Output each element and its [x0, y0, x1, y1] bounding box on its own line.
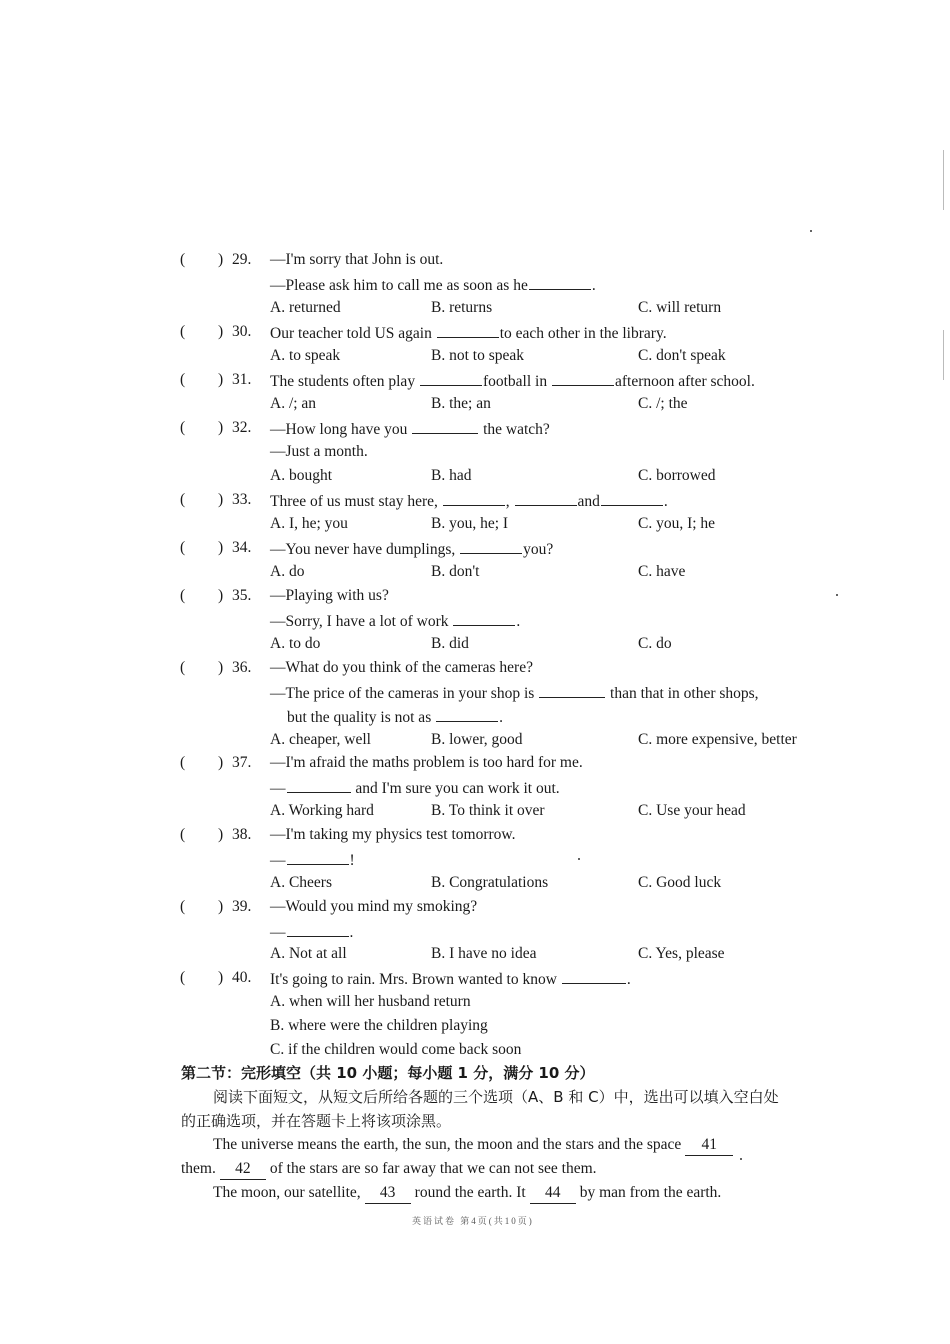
scan-speck: [836, 594, 838, 596]
option-c: C. have: [638, 563, 686, 580]
option-c: C. don't speak: [638, 347, 726, 364]
option-a: A. to do: [270, 635, 321, 652]
scan-speck: [810, 230, 812, 232]
answer-blank: [601, 490, 663, 506]
option-b: B. I have no idea: [431, 945, 537, 962]
option-a: A. to speak: [270, 347, 341, 364]
option-c: C. do: [638, 635, 672, 652]
answer-blank: [287, 849, 349, 865]
answer-blank: [412, 418, 478, 434]
question-36-line-3: but the quality is not as .: [287, 706, 503, 728]
question-number: 30.: [232, 323, 252, 340]
cloze-blank-44: 44: [530, 1183, 576, 1204]
option-b: B. not to speak: [431, 347, 524, 364]
option-c: C. if the children would come back soon: [270, 1041, 522, 1058]
question-number: 36.: [232, 659, 252, 676]
option-b: B. you, he; I: [431, 515, 509, 532]
option-a: A. cheaper, well: [270, 731, 371, 748]
question-number: 29.: [232, 251, 252, 268]
scan-speck: [578, 858, 580, 860]
question-number: 35.: [232, 587, 252, 604]
cloze-blank-42: 42: [220, 1159, 266, 1180]
question-number: 32.: [232, 419, 252, 436]
option-b: B. don't: [431, 563, 480, 580]
question-stem: —You never have dumplings, you?: [270, 538, 553, 560]
option-c: C. more expensive, better: [638, 731, 797, 748]
option-b: B. returns: [431, 299, 493, 316]
instruction-line-2: 的正确选项，并在答题卡上将该项涂黑。: [181, 1112, 452, 1130]
option-b: B. had: [431, 467, 472, 484]
option-a: A. Working hard: [270, 802, 374, 819]
question-number: 31.: [232, 371, 252, 388]
answer-blank: [437, 322, 499, 338]
page-footer: 英语试卷 第4页(共10页): [412, 1216, 534, 1226]
option-c: C. you, I; he: [638, 515, 716, 532]
answer-blank: [529, 274, 591, 290]
question-36-line-2: —The price of the cameras in your shop is than that in other shops,: [270, 682, 759, 704]
question-stem: It's going to rain. Mrs. Brown wanted to know .: [270, 968, 631, 990]
answer-blank: [453, 610, 515, 626]
question-stem: Our teacher told US again to each other in the library.: [270, 322, 667, 344]
option-b: B. To think it over: [431, 802, 545, 819]
question-number: 38.: [232, 826, 252, 843]
scan-edge-mark: [943, 150, 944, 210]
question-35-line-2: —Sorry, I have a lot of work .: [270, 610, 520, 632]
option-c: C. Good luck: [638, 874, 722, 891]
option-a: A. Cheers: [270, 874, 332, 891]
passage-line-3: The moon, our satellite, 43 round the earth. It 44 by man from the earth.: [213, 1183, 721, 1204]
question-number: 37.: [232, 754, 252, 771]
option-b: B. lower, good: [431, 731, 523, 748]
option-a: A. returned: [270, 299, 341, 316]
question-stem: —Playing with us?: [270, 587, 389, 604]
question-29-line-2: —Please ask him to call me as soon as he .: [270, 274, 596, 296]
option-a: A. Not at all: [270, 945, 347, 962]
answer-blank: [552, 370, 614, 386]
answer-blank: [287, 921, 349, 937]
answer-blank: [287, 777, 351, 793]
question-number: 39.: [232, 898, 252, 915]
option-b: B. where were the children playing: [270, 1017, 488, 1034]
option-b: B. the; an: [431, 395, 491, 412]
question-stem: —I'm afraid the maths problem is too hard for me.: [270, 754, 583, 771]
option-b: B. Congratulations: [431, 874, 549, 891]
option-c: C. borrowed: [638, 467, 716, 484]
answer-blank: [562, 968, 626, 984]
answer-blank: [420, 370, 482, 386]
exam-page: ( ) 29. —I'm sorry that John is out. —Please ask him to call me as soon as he . A. returned B. returns C. will return ( ) 30. Our teacher told US again to each other in the library. A. to speak B. not to speak C. don't speak ( ) 31. The students often play football in afternoon after school. A. /; an B. the; an C. /; the ( ) 32. —How long have you the watch? —Just a month. A. bought B. had C. borrowed ( ) 33. Three of us must stay here, , and . A. I, he; you B. you, he; I C. you, I; he ( ) 34. —You never have dumplings, you? A. do B. don't C. have ( ) 35. —Playing with us? —Sorry, I have a lot of work . A. to do B. did C. do ( ) 36. —What do you think of the cameras here? —The price of the cameras in your shop is than that in other shops, but the quality is not as . A. cheaper, well B. lower, good C. more expensive, better ( ) 37. —I'm afraid the maths problem is too hard for me. — and I'm sure you can work it out. A. Working hard B. To think it over C. Use your head ( ) 38. —I'm taking my physics test tomorrow. — ! A. Cheers B. Congratulations C. Good luck ( ) 39. —Would you mind my smoking? — . A. Not at all B. I have no idea C. Yes, please ( ) 40. It's going to rain. Mrs. Brown wanted to know . A. when will her husband return B. where were the children playing C. if the children would come back soon 第二节：完形填空（共 10 小题；每小题 1 分，满分 10 分） 阅读下面短文，从短文后所给各题的三个选项（A、B 和 C）中，选出可以填入空白处 的正确选项，并在答题卡上将该项涂黑。 The universe means the earth, the sun, the moon and the stars and the space 41 them. 42 of the stars are so far away that we can not see them. The moon, our satellite, 43 round the earth. It 44 by man from the earth. 英语试卷 第4页(共10页): [0, 0, 950, 1344]
question-stem: —How long have you the watch?: [270, 418, 550, 440]
question-39-line-2: — .: [270, 921, 353, 943]
cloze-blank-43: 43: [365, 1183, 411, 1204]
option-a: A. bought: [270, 467, 332, 484]
question-stem: —Would you mind my smoking?: [270, 898, 478, 915]
question-stem: Three of us must stay here, , and .: [270, 490, 668, 512]
question-number: 34.: [232, 539, 252, 556]
passage-line-1: The universe means the earth, the sun, the moon and the stars and the space 41: [213, 1135, 737, 1156]
answer-blank: [436, 706, 498, 722]
question-38-line-2: — !: [270, 849, 355, 871]
answer-blank: [539, 682, 605, 698]
answer-blank: [515, 490, 577, 506]
option-c: C. /; the: [638, 395, 688, 412]
option-b: B. did: [431, 635, 469, 652]
question-37-line-2: — and I'm sure you can work it out.: [270, 777, 560, 799]
section-heading: 第二节：完形填空（共 10 小题；每小题 1 分，满分 10 分）: [181, 1064, 595, 1082]
question-line: —I'm sorry that John is out.: [270, 251, 444, 268]
question-stem: The students often play football in afternoon after school.: [270, 370, 755, 392]
cloze-blank-41: 41: [685, 1135, 733, 1156]
option-a: A. I, he; you: [270, 515, 348, 532]
answer-blank: [460, 538, 522, 554]
question-stem: —What do you think of the cameras here?: [270, 659, 533, 676]
option-a: A. do: [270, 563, 305, 580]
passage-line-2: them. 42 of the stars are so far away that we can not see them.: [181, 1159, 597, 1180]
answer-blank: [443, 490, 505, 506]
question-stem: —I'm taking my physics test tomorrow.: [270, 826, 516, 843]
instruction-line-1: 阅读下面短文，从短文后所给各题的三个选项（A、B 和 C）中，选出可以填入空白处: [213, 1088, 779, 1106]
option-c: C. will return: [638, 299, 722, 316]
option-c: C. Use your head: [638, 802, 746, 819]
question-number: 33.: [232, 491, 252, 508]
scan-speck: [740, 1158, 742, 1160]
scan-edge-mark: [943, 330, 944, 380]
question-32-line-2: —Just a month.: [270, 443, 368, 460]
question-number: 40.: [232, 969, 252, 986]
option-a: A. /; an: [270, 395, 317, 412]
option-c: C. Yes, please: [638, 945, 725, 962]
option-a: A. when will her husband return: [270, 993, 471, 1010]
